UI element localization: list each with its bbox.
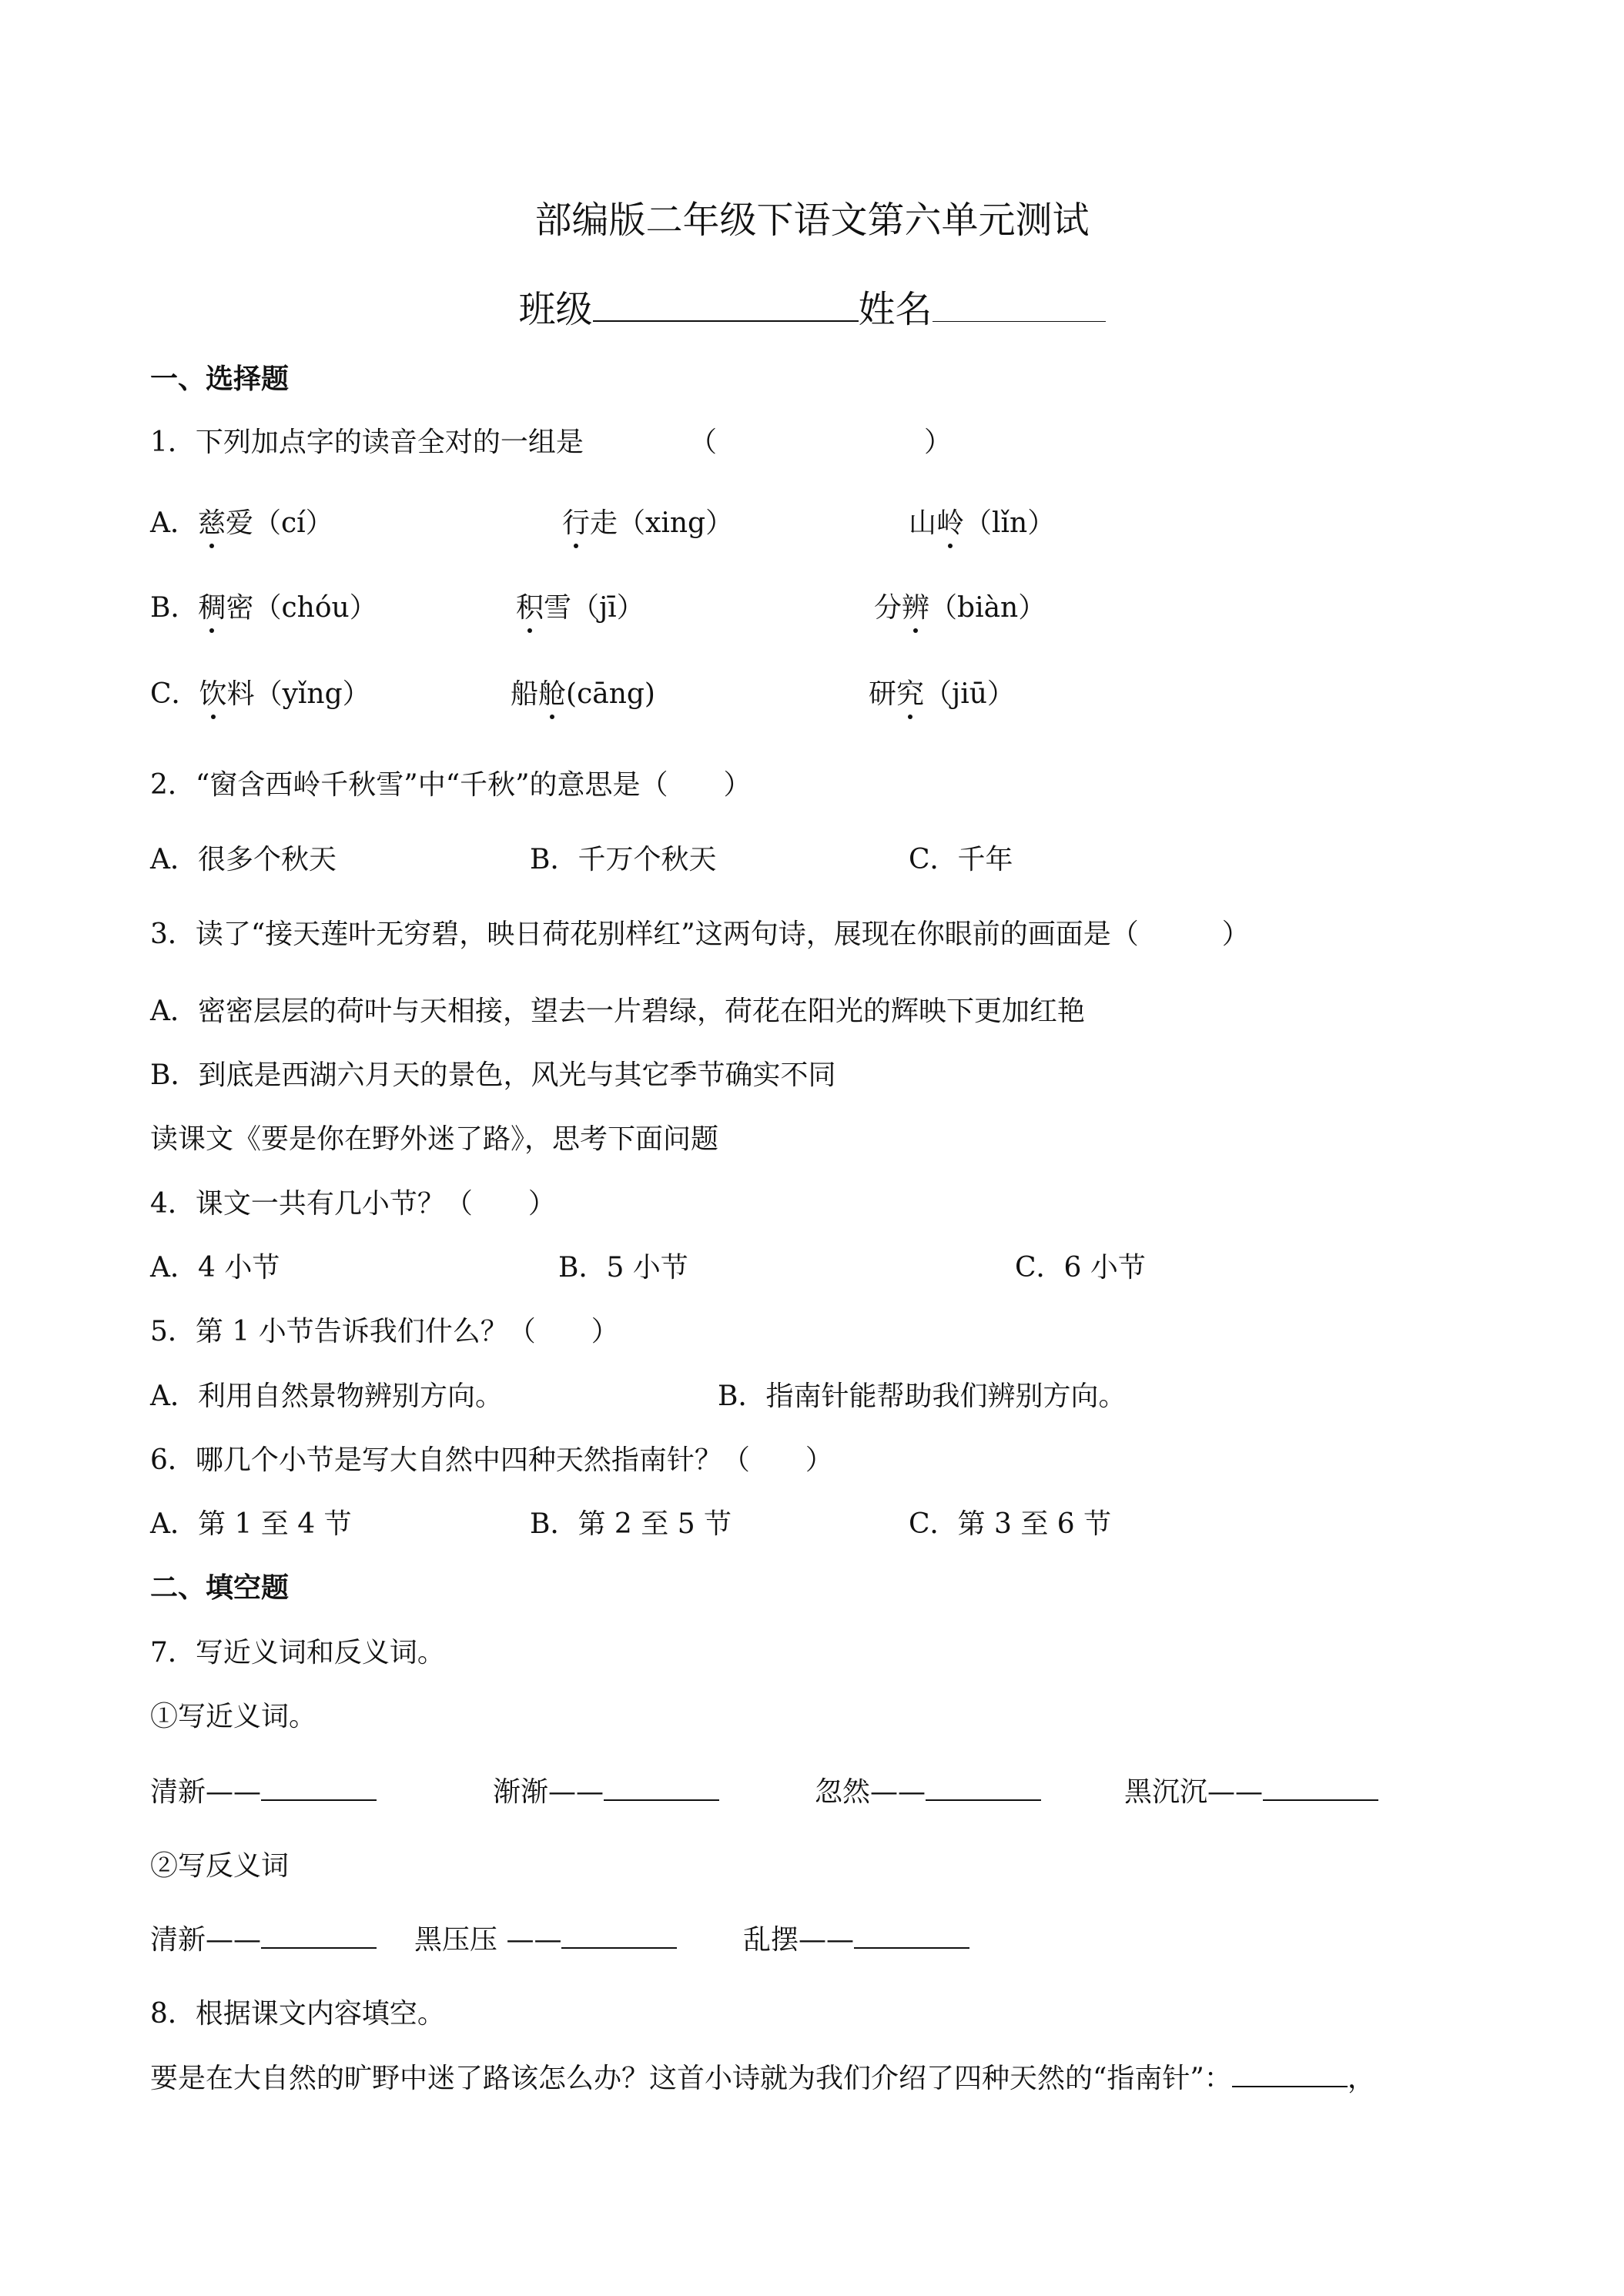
q6-stem: 6．哪几个小节是写大自然中四种天然指南针？（ ） <box>150 1444 833 1476</box>
q1-option-a1[interactable]: A．慈爱（cí） <box>150 507 333 539</box>
answer-blank[interactable] <box>854 1946 969 1949</box>
name-blank[interactable] <box>933 320 1106 322</box>
dotted-char: 稠 <box>198 592 226 624</box>
class-blank[interactable] <box>593 320 859 322</box>
q4-option-b[interactable]: B．5 小节 <box>558 1252 688 1284</box>
dotted-char: 辨 <box>902 592 930 624</box>
reading-intro: 读课文《要是你在野外迷了路》，思考下面问题 <box>150 1123 719 1155</box>
q4-stem: 4．课文一共有几小节？（ ） <box>150 1188 556 1220</box>
q1-paren-close: ） <box>924 427 953 458</box>
section-choice-heading: 一、选择题 <box>150 363 290 395</box>
q6-option-c[interactable]: C．第 3 至 6 节 <box>909 1508 1112 1540</box>
q2-stem: 2．“窗含西岭千秋雪”中“千秋”的意思是（ ） <box>150 769 752 801</box>
q8-text: 要是在大自然的旷野中迷了路该怎么办？这首小诗就为我们介绍了四种天然的“指南针”： ， <box>150 2063 1375 2094</box>
q2-option-a[interactable]: A．很多个秋天 <box>150 844 337 875</box>
q3-stem: 3．读了“接天莲叶无穷碧，映日荷花别样红”这两句诗，展现在你眼前的画面是（ ） <box>150 919 1250 950</box>
q7-sub-synonyms: ①写近义词。 <box>150 1701 317 1732</box>
dotted-char: 积 <box>516 592 544 624</box>
answer-blank[interactable] <box>604 1799 719 1801</box>
q1-option-b3: 分辨（biàn） <box>874 592 1046 624</box>
synonym-item: 忽然—— <box>815 1776 1041 1809</box>
q6-option-a[interactable]: A．第 1 至 4 节 <box>150 1508 352 1540</box>
section-fill-heading: 二、填空题 <box>150 1571 290 1604</box>
synonym-item: 黑沉沉—— <box>1124 1776 1378 1809</box>
q1-paren-open: （ <box>689 427 718 458</box>
antonym-item: 乱摆—— <box>743 1923 969 1957</box>
class-name-row <box>0 286 1624 333</box>
q7-stem: 7．写近义词和反义词。 <box>150 1637 445 1668</box>
q5-stem: 5．第 1 小节告诉我们什么？（ ） <box>150 1316 619 1347</box>
dotted-char: 舱 <box>538 678 567 710</box>
q1-option-c1[interactable]: C．饮料（yǐng） <box>150 678 370 710</box>
synonym-item: 渐渐—— <box>493 1776 719 1809</box>
dotted-char: 饮 <box>199 678 227 710</box>
dotted-char: 究 <box>896 678 925 710</box>
answer-blank[interactable] <box>1263 1799 1378 1801</box>
dotted-char: 行 <box>562 507 591 539</box>
dotted-char: 岭 <box>936 507 965 539</box>
q4-option-c[interactable]: C．6 小节 <box>1015 1252 1146 1284</box>
q7-sub-antonyms: ②写反义词 <box>150 1850 290 1882</box>
q1-option-b1[interactable]: B．稠密（chóu） <box>150 592 377 624</box>
q5-option-b[interactable]: B．指南针能帮助我们辨别方向。 <box>718 1381 1127 1412</box>
answer-blank[interactable] <box>261 1946 377 1949</box>
answer-blank[interactable] <box>261 1799 377 1801</box>
answer-blank[interactable] <box>1232 2085 1348 2087</box>
antonym-item: 清新—— <box>150 1923 377 1957</box>
q1-stem: 1．下列加点字的读音全对的一组是 <box>150 427 584 458</box>
q6-option-b[interactable]: B．第 2 至 5 节 <box>530 1508 732 1540</box>
q4-option-a[interactable]: A．4 小节 <box>150 1252 280 1284</box>
q1-option-c3: 研究（jiū） <box>869 678 1015 710</box>
q8-stem: 8．根据课文内容填空。 <box>150 1998 445 2030</box>
answer-blank[interactable] <box>561 1946 677 1949</box>
q1-option-a3: 山岭（lǐn） <box>909 507 1056 539</box>
dotted-char: 慈 <box>198 507 226 539</box>
q2-option-c[interactable]: C．千年 <box>909 844 1013 875</box>
page-title: 部编版二年级下语文第六单元测试 <box>534 199 1090 242</box>
q5-option-a[interactable]: A．利用自然景物辨别方向。 <box>150 1381 503 1412</box>
q2-option-b[interactable]: B．千万个秋天 <box>530 844 717 875</box>
q3-option-a[interactable]: A．密密层层的荷叶与天相接，望去一片碧绿，荷花在阳光的辉映下更加红艳 <box>150 996 1085 1027</box>
synonym-item: 清新—— <box>150 1776 377 1809</box>
q1-option-a2: 行走（xing） <box>562 507 734 539</box>
antonym-item: 黑压压 —— <box>414 1923 677 1957</box>
q1-option-c2: 船舱(cāng) <box>511 678 655 710</box>
name-label: 姓名 <box>858 288 933 331</box>
answer-blank[interactable] <box>926 1799 1041 1801</box>
class-label: 班级 <box>518 288 593 331</box>
q1-option-b2: 积雪（jī） <box>516 592 645 624</box>
q3-option-b[interactable]: B．到底是西湖六月天的景色，风光与其它季节确实不同 <box>150 1059 836 1091</box>
